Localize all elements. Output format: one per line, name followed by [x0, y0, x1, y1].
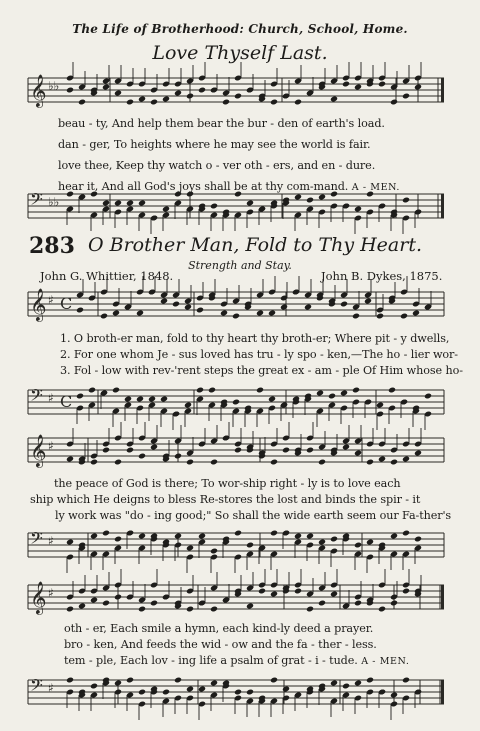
- note-head: [126, 677, 134, 684]
- note-head: [246, 603, 254, 610]
- note-head: [210, 548, 218, 555]
- note-head: [172, 301, 180, 308]
- note-head: [306, 197, 314, 204]
- note-head: [414, 84, 422, 91]
- note-head: [186, 606, 194, 613]
- note-head: [246, 689, 254, 696]
- note-head: [186, 545, 194, 552]
- note-head: [318, 194, 326, 201]
- note-head: [66, 87, 74, 94]
- note-head: [318, 459, 326, 466]
- note-head: [102, 84, 110, 91]
- note-head: [114, 459, 122, 466]
- previous-hymn-title: Love Thyself Last.: [152, 42, 328, 64]
- note-head: [376, 313, 384, 320]
- note-head: [66, 539, 74, 546]
- note-head: [270, 459, 278, 466]
- time-signature: C: [60, 294, 73, 313]
- note-head: [268, 310, 276, 317]
- note-head: [306, 606, 314, 613]
- note-head: [256, 387, 264, 394]
- note-head: [390, 99, 398, 106]
- note-head: [126, 447, 134, 454]
- note-head: [270, 677, 278, 684]
- key-signature: ♯: [48, 293, 54, 307]
- note-head: [402, 677, 410, 684]
- final-barline: [441, 78, 444, 102]
- note-head: [306, 533, 314, 540]
- bass-clef: 𝄢: [30, 189, 43, 213]
- note-head: [208, 387, 216, 394]
- note-head: [76, 393, 84, 400]
- note-head: [114, 680, 122, 687]
- s2-lyric-verse-2: ship which He deigns to bless Re-stores the lost and binds the spir - it: [30, 493, 421, 506]
- note-head: [282, 686, 290, 693]
- prev-lyric-line-2: dan - ger, To heights where he may see the world is fair.: [58, 138, 371, 151]
- note-head: [90, 597, 98, 604]
- note-head: [354, 206, 362, 213]
- note-head: [352, 313, 360, 320]
- note-head: [414, 536, 422, 543]
- note-head: [198, 686, 206, 693]
- note-head: [114, 200, 122, 207]
- note-head: [246, 200, 254, 207]
- note-head: [256, 310, 264, 317]
- note-head: [184, 402, 192, 409]
- note-head: [162, 206, 170, 213]
- note-head: [126, 99, 134, 106]
- note-head: [318, 539, 326, 546]
- note-head: [390, 692, 398, 699]
- note-head: [186, 93, 194, 100]
- note-head: [138, 200, 146, 207]
- note-head: [234, 689, 242, 696]
- final-barline: [441, 680, 444, 704]
- note-head: [378, 456, 386, 463]
- note-head: [210, 606, 218, 613]
- s1-lyric-verse-2: 2. For one whom Je - sus loved has tru - ly spo - ken,—The ho - lier wor-: [60, 348, 458, 361]
- note-head: [66, 606, 74, 613]
- note-head: [378, 606, 386, 613]
- note-head: [90, 533, 98, 540]
- note-head: [102, 530, 110, 537]
- note-head: [148, 396, 156, 403]
- note-head: [390, 459, 398, 466]
- s1-lyric-verse-3: 3. Fol - low with rev-'rent steps the great ex - am - ple Of Him whose ho-: [60, 364, 463, 377]
- note-head: [414, 450, 422, 457]
- note-head: [150, 600, 158, 607]
- note-head: [340, 390, 348, 397]
- note-head: [186, 686, 194, 693]
- note-head: [114, 594, 122, 601]
- note-head: [412, 310, 420, 317]
- note-head: [402, 197, 410, 204]
- note-head: [124, 396, 132, 403]
- note-head: [138, 689, 146, 696]
- note-head: [174, 677, 182, 684]
- note-head: [150, 444, 158, 451]
- note-head: [330, 591, 338, 598]
- note-head: [114, 536, 122, 543]
- note-head: [66, 677, 74, 684]
- note-head: [78, 99, 86, 106]
- note-head: [402, 530, 410, 537]
- note-head: [342, 444, 350, 451]
- prev-lyric-line-1: beau - ty, And help them bear the bur - den of earth's load.: [58, 117, 385, 130]
- note-head: [160, 396, 168, 403]
- note-head: [270, 591, 278, 598]
- note-head: [294, 533, 302, 540]
- key-signature: ♭♭: [48, 79, 60, 93]
- time-signature: C: [60, 392, 73, 411]
- note-head: [102, 600, 110, 607]
- note-head: [186, 459, 194, 466]
- note-head: [354, 84, 362, 91]
- note-head: [196, 307, 204, 314]
- note-head: [258, 588, 266, 595]
- final-barline: [441, 194, 444, 218]
- note-head: [126, 200, 134, 207]
- hymn-composer: John B. Dykes, 1875.: [321, 269, 443, 283]
- note-head: [366, 459, 374, 466]
- hymn-subtitle: Strength and Stay.: [188, 259, 292, 272]
- note-head: [196, 387, 204, 394]
- note-head: [88, 387, 96, 394]
- note-head: [354, 680, 362, 687]
- note-head: [342, 683, 350, 690]
- key-signature: ♯: [48, 391, 54, 405]
- s1-lyric-verse-1: 1. O broth-er man, fold to thy heart thy broth-er; Where pit - y dwells,: [60, 332, 450, 345]
- s3-lyric-verse-3-text: tem - ple, Each lov - ing life a psalm of grat - i - tude.: [64, 654, 358, 667]
- note-head: [232, 399, 240, 406]
- note-head: [174, 90, 182, 97]
- note-head: [378, 81, 386, 88]
- prev-lyric-line-4-text: hear it, And all God's joys shall be at thy com-mand.: [58, 180, 349, 193]
- treble-clef: 𝄞: [30, 434, 47, 467]
- bass-clef: 𝄢: [30, 385, 43, 409]
- note-head: [354, 600, 362, 607]
- note-head: [222, 99, 230, 106]
- final-barline: [441, 585, 444, 609]
- prev-amen: A - MEN.: [351, 182, 401, 193]
- note-head: [150, 99, 158, 106]
- note-head: [270, 530, 278, 537]
- note-head: [210, 459, 218, 466]
- note-head: [100, 313, 108, 320]
- note-head: [340, 301, 348, 308]
- note-head: [376, 402, 384, 409]
- note-head: [342, 81, 350, 88]
- note-head: [294, 99, 302, 106]
- note-head: [78, 603, 86, 610]
- hymn-author: John G. Whittier, 1848.: [40, 269, 174, 283]
- note-head: [330, 680, 338, 687]
- note-head: [366, 677, 374, 684]
- note-head: [294, 194, 302, 201]
- note-head: [160, 298, 168, 305]
- note-head: [210, 680, 218, 687]
- note-head: [402, 456, 410, 463]
- note-head: [234, 447, 242, 454]
- note-head: [138, 533, 146, 540]
- note-head: [198, 87, 206, 94]
- note-head: [354, 542, 362, 549]
- note-head: [354, 450, 362, 457]
- note-head: [162, 689, 170, 696]
- note-head: [282, 447, 290, 454]
- note-head: [246, 542, 254, 549]
- note-head: [268, 396, 276, 403]
- note-head: [138, 96, 146, 103]
- note-head: [294, 588, 302, 595]
- note-head: [136, 396, 144, 403]
- note-head: [66, 456, 74, 463]
- prev-lyric-line-4: [58, 180, 400, 193]
- note-head: [174, 453, 182, 460]
- s3-lyric-verse-1: oth - er, Each smile a hymn, each kind-ly deed a prayer.: [64, 622, 374, 635]
- key-signature: ♭♭: [48, 195, 60, 209]
- key-signature: ♯: [48, 586, 54, 600]
- note-head: [352, 387, 360, 394]
- key-signature: ♯: [48, 534, 54, 548]
- note-head: [316, 390, 324, 397]
- note-head: [330, 96, 338, 103]
- note-head: [270, 99, 278, 106]
- note-head: [138, 453, 146, 460]
- note-head: [90, 683, 98, 690]
- note-head: [402, 93, 410, 100]
- note-head: [328, 393, 336, 400]
- bass-clef: 𝄢: [30, 675, 43, 699]
- treble-clef: 𝄞: [30, 288, 47, 321]
- note-head: [184, 304, 192, 311]
- page-header: The Life of Brotherhood: Church, School, Home.: [72, 22, 408, 36]
- note-head: [90, 459, 98, 466]
- s3-lyric-verse-3: [64, 654, 409, 667]
- note-head: [280, 304, 288, 311]
- key-signature: ♯: [48, 439, 54, 453]
- bass-clef: 𝄢: [30, 528, 43, 552]
- note-head: [210, 203, 218, 210]
- note-head: [390, 533, 398, 540]
- note-head: [402, 588, 410, 595]
- note-head: [112, 310, 120, 317]
- treble-clef: 𝄞: [30, 581, 47, 614]
- note-head: [136, 310, 144, 317]
- note-head: [232, 313, 240, 320]
- note-head: [138, 606, 146, 613]
- note-head: [220, 310, 228, 317]
- hymn-number: 283: [29, 233, 75, 259]
- note-head: [424, 393, 432, 400]
- hymn-amen: A - MEN.: [361, 656, 410, 667]
- s2-lyric-verse-3: ly work was "do - ing good;" So shall the wide earth seem our Fa-ther's: [55, 509, 452, 522]
- note-head: [112, 387, 120, 394]
- note-head: [400, 313, 408, 320]
- note-head: [102, 200, 110, 207]
- note-head: [76, 307, 84, 314]
- note-head: [102, 447, 110, 454]
- note-head: [304, 304, 312, 311]
- note-head: [330, 536, 338, 543]
- s3-lyric-verse-2: bro - ken, And feeds the wid - ow and the fa - ther - less.: [64, 638, 377, 651]
- note-head: [198, 533, 206, 540]
- note-head: [366, 539, 374, 546]
- key-signature: ♯: [48, 681, 54, 695]
- note-head: [234, 93, 242, 100]
- note-head: [174, 533, 182, 540]
- note-head: [364, 298, 372, 305]
- s2-lyric-verse-1: the peace of God is there; To wor-ship right - ly is to love each: [54, 477, 401, 490]
- treble-clef: 𝄞: [30, 74, 47, 107]
- note-head: [318, 600, 326, 607]
- note-head: [306, 447, 314, 454]
- hymn-title: O Brother Man, Fold to Thy Heart.: [88, 234, 422, 256]
- note-head: [114, 90, 122, 97]
- note-head: [390, 600, 398, 607]
- prev-lyric-line-3: love thee, Keep thy watch o - ver oth - ers, and en - dure.: [58, 159, 376, 172]
- note-head: [388, 387, 396, 394]
- note-head: [234, 530, 242, 537]
- note-head: [162, 96, 170, 103]
